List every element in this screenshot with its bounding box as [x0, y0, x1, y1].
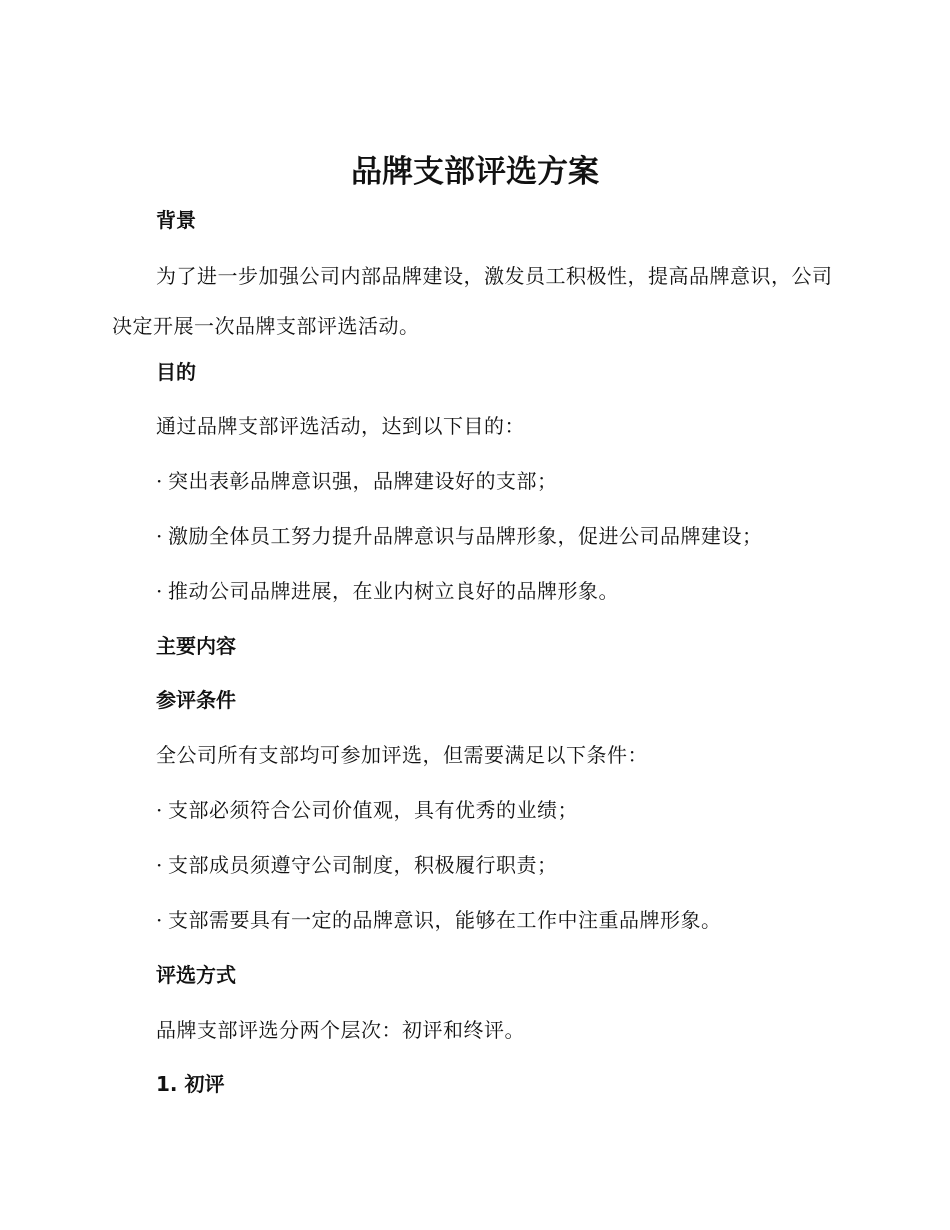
purpose-intro: 通过品牌支部评选活动，达到以下目的： — [156, 414, 525, 438]
purpose-bullet-3 — [156, 576, 619, 606]
bullet-dot: · — [156, 524, 163, 548]
purpose-bullet-2 — [156, 521, 763, 551]
bullet-dot: · — [156, 469, 163, 493]
conditions-bullet-2 — [156, 850, 558, 880]
background-paragraph: 为了进一步加强公司内部品牌建设，激发员工积极性，提高品牌意识，公司决定开展一次品牌支部评选活动。 — [112, 264, 833, 338]
bullet-dot: · — [156, 579, 163, 603]
heading-method: 评选方式 — [156, 963, 236, 987]
conditions-bullet-1 — [156, 795, 578, 825]
heading-purpose: 目的 — [156, 360, 196, 384]
method-intro: 品牌支部评选分两个层次：初评和终评。 — [156, 1018, 525, 1042]
bullet-text: 突出表彰品牌意识强，品牌建设好的支部； — [168, 469, 558, 493]
bullet-dot: · — [156, 908, 163, 932]
heading-background: 背景 — [156, 208, 196, 232]
purpose-bullet-1 — [156, 466, 558, 496]
bullet-text: 激励全体员工努力提升品牌意识与品牌形象，促进公司品牌建设； — [168, 524, 763, 548]
bullet-text: 支部必须符合公司价值观，具有优秀的业绩； — [168, 798, 578, 822]
document-title: 品牌支部评选方案 — [351, 154, 599, 190]
bullet-text: 推动公司品牌进展，在业内树立良好的品牌形象。 — [168, 579, 619, 603]
heading-conditions: 参评条件 — [156, 688, 236, 712]
bullet-dot: · — [156, 853, 163, 877]
bullet-text: 支部成员须遵守公司制度，积极履行职责； — [168, 853, 558, 877]
conditions-intro: 全公司所有支部均可参加评选，但需要满足以下条件： — [156, 743, 648, 767]
conditions-bullet-3 — [156, 905, 722, 935]
heading-preliminary: 1. 初评 — [156, 1072, 225, 1096]
bullet-text: 支部需要具有一定的品牌意识，能够在工作中注重品牌形象。 — [168, 908, 722, 932]
bullet-dot: · — [156, 798, 163, 822]
heading-main-content: 主要内容 — [156, 634, 236, 658]
